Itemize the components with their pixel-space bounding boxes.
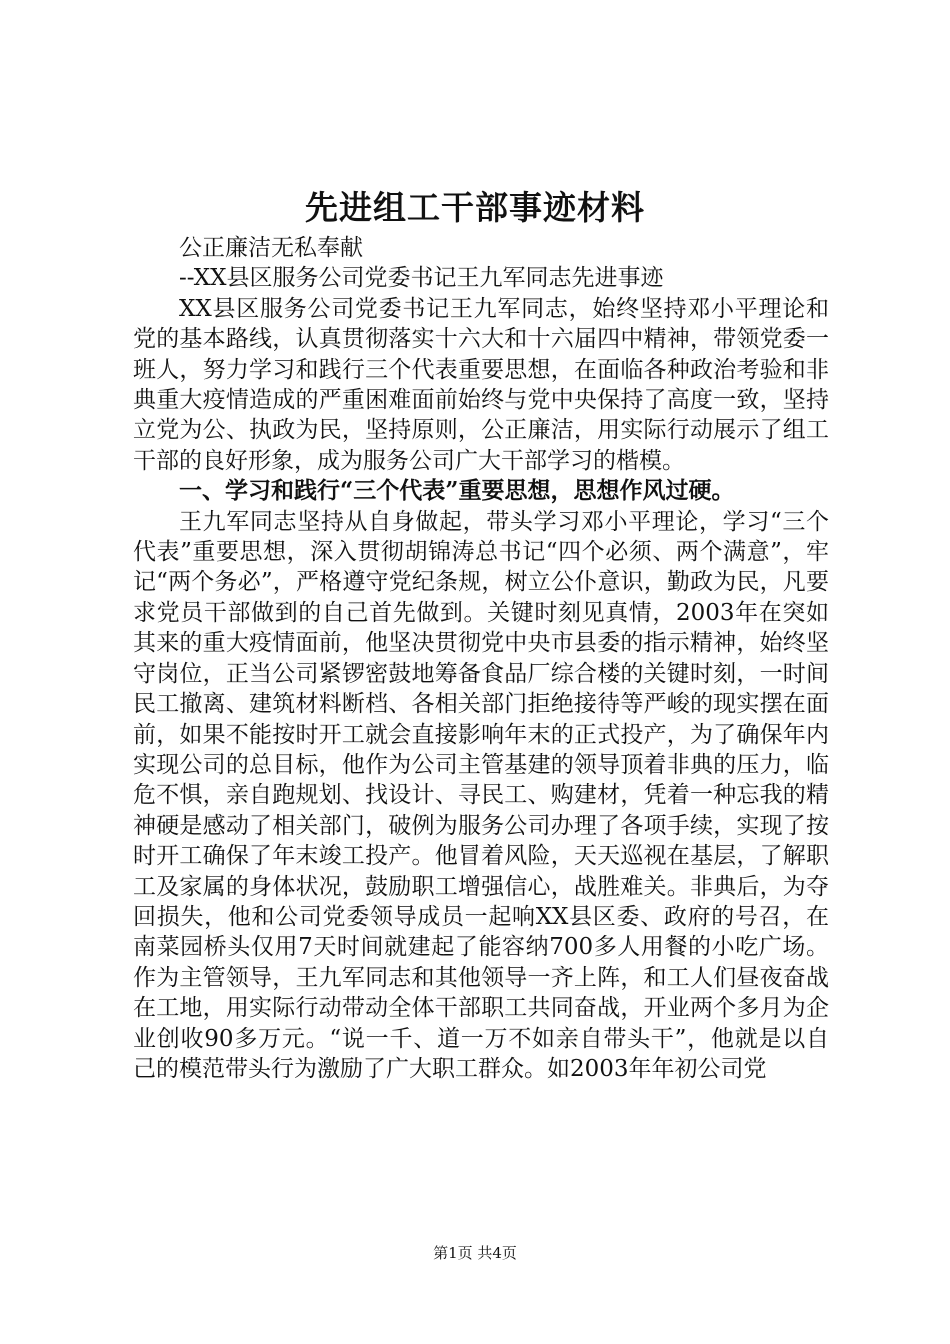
section-heading: 一、学习和践行“三个代表”重要思想，思想作风过硬。 — [179, 477, 735, 505]
section-paragraph: 王九军同志坚持从自身做起，带头学习邓小平理论，学习“三个代表”重要思想，深入贯彻胡锦涛总书记“四个必须、两个满意”，牢记“两个务必”，严格遵守党纪条规，树立公仆意识，勤政为民，凡要求党员干部做到的自己首先做到。关键时刻见真情，2003年在突如其来的重大疫情面前，他坚决贯彻党中央市县委的指示精神，始终坚守岗位，正当公司紧锣密鼓地筹备食品厂综合楼的关键时刻，一时间民工撤离、建筑材料断档、各相关部门拒绝接待等严峻的现实摆在面前，如果不能按时开工就会直接影响年末的正式投产，为了确保年内实现公司的总目标，他作为公司主管基建的领导顶着非典的压力，临危不惧，亲自跑规划、找设计、寻民工、购建材，凭着一种忘我的精神硬是感动了相关部门，破例为服务公司办理了各项手续，实现了按时开工确保了年末竣工投产。他冒着风险，天天巡视在基层，了解职工及家属的身体状况，鼓励职工增强信心，战胜难关。非典后，为夺回损失，他和公司党委领导成员一起响XX县区委、政府的号召，在南菜园桥头仅用7天时间就建起了能容纳700多人用餐的小吃广场。作为主管领导，王九军同志和其他领导一齐上阵，和工人们昼夜奋战在工地，用实际行动带动全体干部职工共同奋战，开业两个多月为企业创收90多万元。“说一千、道一万不如亲自带头干”，他就是以自己的模范带头行为激励了广大职工群众。如2003年年初公司党 — [133, 508, 829, 1082]
document-title: 先进组工干部事迹材料 — [305, 188, 645, 227]
intro-paragraph: XX县区服务公司党委书记王九军同志，始终坚持邓小平理论和党的基本路线，认真贯彻落实十六大和十六届四中精神，带领党委一班人，努力学习和践行三个代表重要思想，在面临各种政治考验和非典重大疫情造成的严重困难面前始终与党中央保持了高度一致，坚持立党为公、执政为民，坚持原则，公正廉洁，用实际行动展示了组工干部的良好形象，成为服务公司广大干部学习的楷模。 — [133, 295, 829, 474]
byline: --XX县区服务公司党委书记王九军同志先进事迹 — [179, 265, 664, 292]
page-footer: 第1页 共4页 — [433, 1244, 517, 1262]
subtitle: 公正廉洁无私奉献 — [179, 235, 363, 261]
document-body — [133, 233, 829, 1084]
